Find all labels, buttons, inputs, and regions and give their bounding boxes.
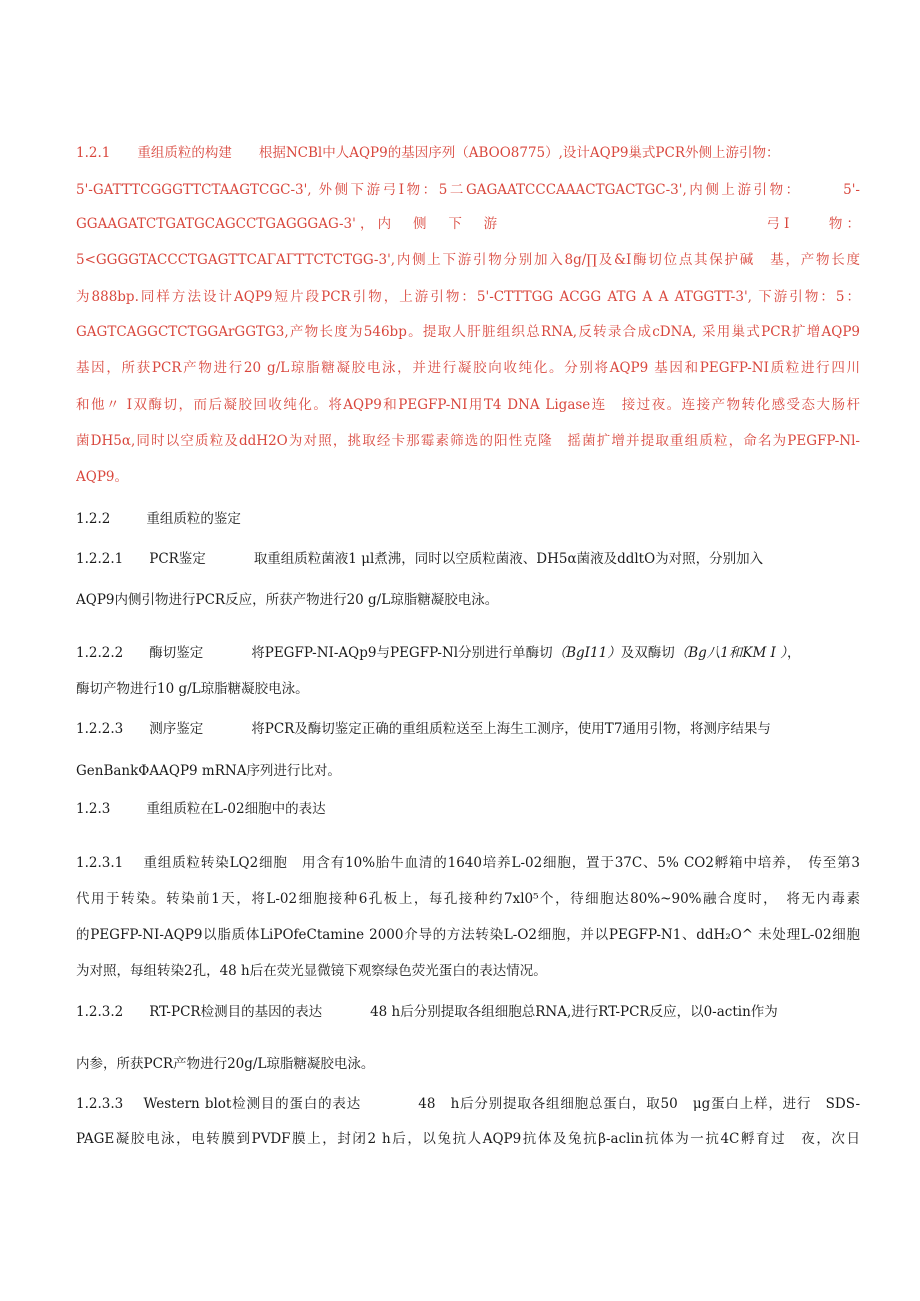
paragraph-line: PAGE凝胶电泳，电转膜到PVDF膜上，封闭2 h后，以兔抗人AQP9抗体及兔抗β-aclin抗体为一抗4C孵育过 夜，次日 <box>76 1131 860 1147</box>
paragraph-line: GGAAGATCTGATGCAGCCTGAGGGAG-3'，内 侧 下 游 弓I 物： <box>76 216 860 232</box>
heading-text: 重组质粒的鉴定 <box>146 511 241 527</box>
paragraph-line: 1.2.1 重组质粒的构建 根据NCBl中人AQP9的基因序列（ABOO8775）,设计AQP9巢式PCR外侧上游引物： <box>76 145 780 161</box>
paragraph-text: 取重组质粒菌液1 μl煮沸，同时以空质粒菌液、DH5α菌液及ddltO为对照，分别加入 <box>253 551 764 567</box>
enzyme-name: （BgI11） <box>552 645 621 661</box>
paragraph-text: 及双酶切 <box>620 645 675 661</box>
subsection-number: 1.2.2.2 <box>76 645 124 661</box>
paragraph-line: 5<GGGGTACCCTGAGTTCAΓAΓTTCTCTGG-3',内侧上下游引物分别加入8g/∏及&I酶切位点其保护碱 基，产物长度 <box>76 252 860 268</box>
paragraph-line: 内参，所获PCR产物进行20g/L琼脂糖凝胶电泳。 <box>76 1056 375 1072</box>
paragraph-line: AQP9。 <box>76 469 128 485</box>
paragraph-line: 代用于转染。转染前1天，将L-02细胞接种6孔板上，每孔接种约7xl0⁵个，待细胞达80%~90%融合度时， 将无内毒素 <box>76 891 860 907</box>
heading-number: 1.2.2 <box>76 511 111 527</box>
subsection-title: RT-PCR检测目的基因的表达 <box>149 1004 323 1020</box>
paragraph-line: 5'-GATTTCGGGTTCTAAGTCGC-3', 外侧下游弓I物：5二GAGAATCCCAAACTGACTGC-3',内侧上游引物： 5'- <box>76 182 860 198</box>
heading-number: 1.2.3 <box>76 801 111 817</box>
heading-text: 重组质粒在L-02细胞中的表达 <box>146 801 326 817</box>
subsection-1-2-2-2-line <box>76 643 860 663</box>
subsection-1-2-2-3-line <box>76 719 860 739</box>
paragraph-line: 为对照，每组转染2孔，48 h后在荧光显微镜下观察绿色荧光蛋白的表达情况。 <box>76 963 547 979</box>
paragraph-line: 1.2.3.3 Western blot检测目的蛋白的表达 48 h后分别提取各组细胞总蛋白，取50 μg蛋白上样，进行 SDS- <box>76 1096 860 1112</box>
paragraph-line: 1.2.3.1 重组质粒转染LQ2细胞 用含有10%胎牛血清的1640培养L-02细胞，置于37C、5% CO2孵箱中培养， 传至第3 <box>76 855 860 871</box>
enzyme-name: （Bg八1和KM I ） <box>674 645 787 661</box>
paragraph-line: AQP9内侧引物进行PCR反应，所获产物进行20 g/L琼脂糖凝胶电泳。 <box>76 592 499 608</box>
paragraph-line: 和他〃 I双酶切，而后凝胶回收纯化。将AQP9和PEGFP-NI用T4 DNA Ligase连 接过夜。连接产物转化感受态大肠杆 <box>76 397 860 413</box>
paragraph-text: 48 h后分别提取各组细胞总RNA,进行RT-PCR反应，以0-actin作为 <box>370 1004 778 1020</box>
subsection-1-2-2-1-line <box>76 549 860 569</box>
subsection-number: 1.2.3.2 <box>76 1004 124 1020</box>
paragraph-text: 将PEGFP-NI-AQp9与PEGFP-Nl分别进行单酶切 <box>251 645 553 661</box>
subsection-number: 1.2.2.3 <box>76 721 124 737</box>
paragraph-line: GenBankΦAAQP9 mRNA序列进行比对。 <box>76 763 341 779</box>
paragraph-line: 菌DH5α,同时以空质粒及ddH2O为对照，挑取经卡那霉素筛选的阳性克隆 摇菌扩增并提取重组质粒，命名为PEGFP-Nl- <box>76 433 860 449</box>
subsection-title: 测序鉴定 <box>149 721 204 737</box>
paragraph-text: 将PCR及酶切鉴定正确的重组质粒送至上海生工测序，使用T7通用引物，将测序结果与 <box>251 721 771 737</box>
paragraph-line: 的PEGFP-NI-AQP9以脂质体LiPOfeCtamine 2000介导的方法转染L-O2细胞，并以PEGFP-N1、ddH₂O^ 未处理L-02细胞 <box>76 927 860 943</box>
paragraph-line: 基因，所获PCR产物进行20 g/L琼脂糖凝胶电泳，并进行凝胶向收纯化。分别将AQP9 基因和PEGFP-NI质粒进行四川 <box>76 360 860 376</box>
section-heading-1-2-2 <box>76 509 860 529</box>
paragraph-text: ， <box>786 645 801 661</box>
section-heading-1-2-3 <box>76 799 860 819</box>
paragraph-line: GAGTCAGGCTCTGGArGGTG3,产物长度为546bp。提取人肝脏组织总RNA,反转录合成cDNA, 采用巢式PCR扩增AQP9 <box>76 324 860 340</box>
subsection-number: 1.2.2.1 <box>76 551 124 567</box>
subsection-title: PCR鉴定 <box>149 551 206 567</box>
paragraph-line: 酶切产物进行10 g/L琼脂糖凝胶电泳。 <box>76 681 309 697</box>
paragraph-line: 为888bp.同样方法设计AQP9短片段PCR引物，上游引物：5'-CTTTGG ACGG ATG A A ATGGTT-3', 下游引物：5： <box>76 289 860 305</box>
subsection-title: 酶切鉴定 <box>149 645 204 661</box>
subsection-1-2-3-2-line <box>76 1002 860 1022</box>
